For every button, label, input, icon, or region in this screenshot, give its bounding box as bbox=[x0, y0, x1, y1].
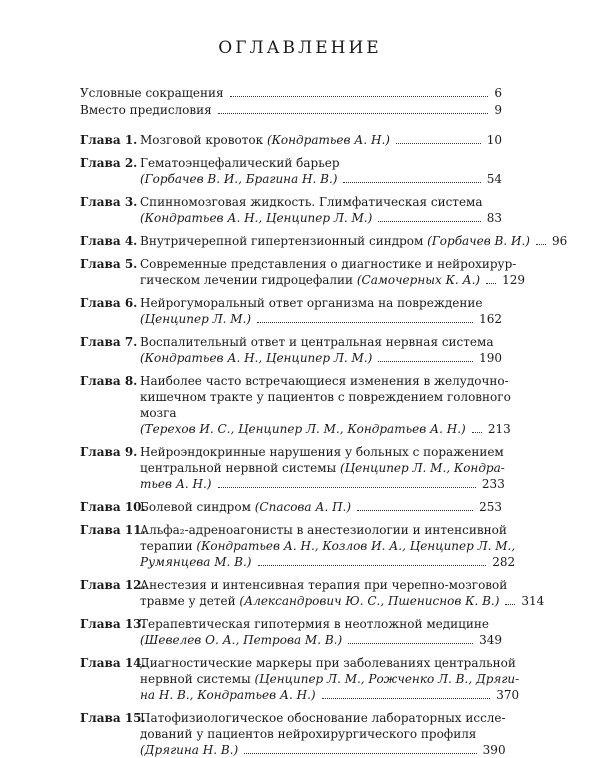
chapter-body bbox=[140, 444, 505, 492]
dot-leader bbox=[257, 322, 473, 323]
page-number: 162 bbox=[479, 312, 502, 326]
dot-leader bbox=[348, 643, 473, 644]
chapter-title-text: Внутричерепной гипертензионный синдром bbox=[140, 234, 424, 248]
chapter-body bbox=[140, 194, 502, 226]
chapter-title-text: Нейроэндокринные нарушения у больных с поражением bbox=[140, 445, 504, 459]
chapter-title-text bbox=[140, 687, 316, 703]
chapter-title-text bbox=[140, 311, 251, 327]
toc-chapter-entry[interactable] bbox=[80, 233, 568, 249]
chapter-authors: на Н. В., Кондратьев А. Н.) bbox=[140, 688, 316, 702]
page-number: 282 bbox=[492, 555, 516, 569]
toc-last-line bbox=[140, 476, 505, 492]
chapter-label: Глава 7. bbox=[80, 335, 138, 349]
chapter-body bbox=[140, 373, 511, 437]
dot-leader bbox=[343, 182, 480, 183]
dot-leader bbox=[396, 143, 481, 144]
chapter-title-text bbox=[140, 554, 252, 570]
chapter-title-text bbox=[140, 476, 212, 492]
chapter-body bbox=[140, 710, 506, 758]
chapter-label: Глава 3. bbox=[80, 195, 138, 209]
toc-last-line bbox=[140, 311, 502, 327]
toc-chapter-entry[interactable] bbox=[80, 655, 520, 703]
toc-last-line bbox=[140, 593, 544, 609]
chapter-authors: (Дрягина Н. В.) bbox=[140, 743, 239, 757]
toc-entry-title: Вместо предисловия bbox=[80, 103, 212, 117]
chapter-body bbox=[140, 616, 502, 648]
toc-chapter-entry[interactable] bbox=[80, 373, 511, 437]
chapter-title-text: Мозговой кровоток bbox=[140, 133, 264, 147]
chapter-title-text bbox=[140, 421, 466, 437]
page-number: 83 bbox=[486, 211, 502, 225]
chapter-title-text: Патофизиологическое обоснование лабораторных иссле- bbox=[140, 711, 506, 725]
toc-line bbox=[140, 389, 511, 405]
dot-leader bbox=[536, 244, 546, 245]
chapter-authors: (Ценципер Л. М., Рожченко Л. В., Дряги- bbox=[254, 672, 520, 686]
toc-entry-title: Условные сокращения bbox=[80, 86, 224, 100]
chapter-authors: (Горбачев В. И., Брагина Н. В.) bbox=[140, 172, 338, 186]
chapter-title-text: кишечном тракте у пациентов с повреждением головного bbox=[140, 390, 511, 404]
chapter-body bbox=[140, 155, 502, 187]
toc-line bbox=[140, 334, 502, 350]
chapter-authors: (Самочерных К. А.) bbox=[356, 273, 481, 287]
toc-line bbox=[140, 538, 515, 554]
toc-last-line bbox=[140, 499, 502, 515]
page-number: 390 bbox=[482, 743, 506, 757]
toc-line bbox=[140, 155, 502, 171]
toc-chapter-entry[interactable] bbox=[80, 444, 505, 492]
chapter-body bbox=[140, 132, 502, 148]
toc-front-item[interactable] bbox=[80, 84, 502, 101]
chapter-label: Глава 2. bbox=[80, 156, 138, 170]
chapter-label: Глава 14. bbox=[80, 656, 146, 670]
chapter-authors: (Терехов И. С., Ценципер Л. М., Кондратьев А. Н.) bbox=[140, 422, 466, 436]
chapter-title-text: Анестезия и интенсивная терапия при черепно-мозговой bbox=[140, 578, 508, 592]
toc-last-line bbox=[140, 742, 506, 758]
chapter-title-text bbox=[140, 233, 530, 249]
toc-chapter-entry[interactable] bbox=[80, 256, 525, 288]
chapter-title-text: Нейрогуморальный ответ организма на повреждение bbox=[140, 296, 483, 310]
toc-last-line bbox=[140, 272, 525, 288]
toc-chapter-entry[interactable] bbox=[80, 710, 506, 758]
chapter-label: Глава 11. bbox=[80, 523, 146, 537]
dot-leader bbox=[486, 283, 496, 284]
toc-line bbox=[140, 373, 511, 389]
chapter-authors: (Спасова А. П.) bbox=[254, 500, 352, 514]
chapter-label: Глава 9. bbox=[80, 445, 138, 459]
toc-front-item[interactable] bbox=[80, 101, 502, 118]
chapter-title-text: центральной нервной системы bbox=[140, 461, 337, 475]
toc-last-line bbox=[140, 350, 502, 366]
chapter-body bbox=[140, 499, 502, 515]
dot-leader bbox=[244, 753, 477, 754]
toc-line bbox=[140, 522, 515, 538]
dot-leader bbox=[218, 113, 489, 114]
page-number: 54 bbox=[486, 172, 502, 186]
chapter-authors: (Шевелев О. А., Петрова М. В.) bbox=[140, 633, 343, 647]
chapter-authors: тьев А. Н.) bbox=[140, 477, 212, 491]
dot-leader bbox=[230, 96, 489, 97]
chapter-title-text: Терапевтическая гипотермия в неотложной медицине bbox=[140, 617, 489, 631]
toc-last-line bbox=[140, 233, 567, 249]
chapter-authors: (Ценципер Л. М.) bbox=[140, 312, 252, 326]
chapter-title-text: Болевой синдром bbox=[140, 500, 251, 514]
chapter-label: Глава 8. bbox=[80, 374, 138, 388]
toc-last-line bbox=[140, 632, 502, 648]
toc-line bbox=[140, 405, 511, 421]
page-number: 9 bbox=[494, 103, 502, 117]
toc-line bbox=[140, 256, 525, 272]
chapter-authors: (Кондратьев А. Н., Ценципер Л. М.) bbox=[140, 211, 373, 225]
chapter-title-text bbox=[140, 132, 390, 148]
chapter-title-text: нервной системы bbox=[140, 672, 251, 686]
dot-leader bbox=[472, 432, 482, 433]
toc-last-line bbox=[140, 171, 502, 187]
chapter-body bbox=[140, 522, 515, 570]
chapter-title-text: Воспалительный ответ и центральная нервная система bbox=[140, 335, 494, 349]
chapter-title-text: Диагностические маркеры при заболеваниях центральной bbox=[140, 656, 516, 670]
chapter-title-text: Спинномозговая жидкость. Глимфатическая система bbox=[140, 195, 483, 209]
toc-chapter-entry[interactable] bbox=[80, 132, 502, 148]
front-matter-list bbox=[80, 84, 502, 118]
page-number: 314 bbox=[521, 594, 545, 608]
chapter-title-text: травме у детей bbox=[140, 594, 236, 608]
toc-last-line bbox=[140, 210, 502, 226]
toc-line bbox=[140, 671, 519, 687]
toc-line bbox=[140, 577, 544, 593]
chapter-title-text bbox=[140, 210, 372, 226]
toc-line bbox=[140, 194, 502, 210]
chapter-body bbox=[140, 256, 525, 288]
dot-leader bbox=[218, 487, 476, 488]
chapter-label: Глава 15. bbox=[80, 711, 146, 725]
table-of-contents bbox=[80, 84, 568, 758]
toc-line bbox=[140, 444, 505, 460]
chapter-title-text bbox=[140, 742, 238, 758]
page-number: 6 bbox=[494, 86, 502, 100]
toc-chapter-entry[interactable] bbox=[80, 194, 502, 226]
page-title: ОГЛАВЛЕНИЕ bbox=[218, 38, 382, 58]
toc-chapter-entry[interactable] bbox=[80, 616, 502, 648]
chapter-title-text bbox=[140, 350, 372, 366]
chapter-authors: (Горбачев В. И.) bbox=[427, 234, 530, 248]
toc-line bbox=[140, 460, 505, 476]
toc-last-line bbox=[140, 554, 515, 570]
chapter-body bbox=[140, 655, 519, 703]
chapter-title-text bbox=[140, 499, 351, 515]
toc-line bbox=[140, 616, 502, 632]
chapter-authors: (Ценципер Л. М., Кондра- bbox=[339, 461, 505, 475]
chapter-title-text: дований у пациентов нейрохирургического профиля bbox=[140, 727, 477, 741]
toc-line bbox=[140, 655, 519, 671]
chapter-body bbox=[140, 233, 567, 249]
toc-chapter-entry[interactable] bbox=[80, 334, 502, 366]
page-number: 10 bbox=[486, 133, 502, 147]
chapter-title-text: мозга bbox=[140, 406, 177, 420]
chapter-list bbox=[80, 132, 568, 758]
chapter-title-text: Наиболее часто встречающиеся изменения в желудочно- bbox=[140, 374, 509, 388]
dot-leader bbox=[357, 510, 473, 511]
page-number: 96 bbox=[551, 234, 568, 248]
page-number: 370 bbox=[496, 688, 520, 702]
chapter-title-text: Альфа₂-адреноагонисты в анестезиологии и интенсивной bbox=[140, 523, 507, 537]
chapter-title-text bbox=[140, 171, 337, 187]
dot-leader bbox=[258, 565, 487, 566]
dot-leader bbox=[378, 361, 473, 362]
chapter-authors: (Александрович Ю. С., Пшениснов К. В.) bbox=[239, 594, 500, 608]
toc-chapter-entry[interactable] bbox=[80, 499, 502, 515]
chapter-title-text bbox=[140, 593, 499, 609]
dot-leader bbox=[378, 221, 480, 222]
chapter-authors: (Кондратьев А. Н., Ценципер Л. М.) bbox=[140, 351, 373, 365]
chapter-authors: Румянцева М. В.) bbox=[140, 555, 252, 569]
toc-last-line bbox=[140, 132, 502, 148]
dot-leader bbox=[322, 698, 491, 699]
chapter-body bbox=[140, 334, 502, 366]
toc-chapter-entry[interactable] bbox=[80, 577, 545, 609]
toc-line bbox=[140, 295, 502, 311]
chapter-title-text: Современные представления о диагностике и нейрохирур- bbox=[140, 257, 517, 271]
chapter-label: Глава 13. bbox=[80, 617, 146, 631]
page-number: 233 bbox=[481, 477, 505, 491]
chapter-label: Глава 1. bbox=[80, 133, 138, 147]
page-number: 349 bbox=[479, 633, 502, 647]
page-number: 129 bbox=[502, 273, 525, 287]
chapter-body bbox=[140, 295, 502, 327]
chapter-label: Глава 4. bbox=[80, 234, 138, 248]
toc-line bbox=[140, 710, 506, 726]
chapter-authors: (Кондратьев А. Н., Козлов И. А., Ценципер Л. М., bbox=[196, 539, 516, 553]
chapter-label: Глава 12. bbox=[80, 578, 146, 592]
chapter-title-text: гическом лечении гидроцефалии bbox=[140, 273, 354, 287]
chapter-label: Глава 6. bbox=[80, 296, 138, 310]
toc-chapter-entry[interactable] bbox=[80, 155, 502, 187]
chapter-title-text: Гематоэнцефалический барьер bbox=[140, 156, 340, 170]
chapter-title-text bbox=[140, 632, 342, 648]
dot-leader bbox=[505, 604, 515, 605]
page-number: 213 bbox=[487, 422, 511, 436]
toc-line bbox=[140, 726, 506, 742]
chapter-body bbox=[140, 577, 544, 609]
toc-last-line bbox=[140, 687, 519, 703]
chapter-title-text bbox=[140, 272, 480, 288]
chapter-label: Глава 10. bbox=[80, 500, 146, 514]
chapter-label: Глава 5. bbox=[80, 257, 138, 271]
toc-last-line bbox=[140, 421, 511, 437]
chapter-authors: (Кондратьев А. Н.) bbox=[266, 133, 390, 147]
chapter-title-text: терапии bbox=[140, 539, 193, 553]
toc-chapter-entry[interactable] bbox=[80, 295, 502, 327]
page-number: 190 bbox=[479, 351, 502, 365]
page-number: 253 bbox=[479, 500, 502, 514]
toc-chapter-entry[interactable] bbox=[80, 522, 516, 570]
